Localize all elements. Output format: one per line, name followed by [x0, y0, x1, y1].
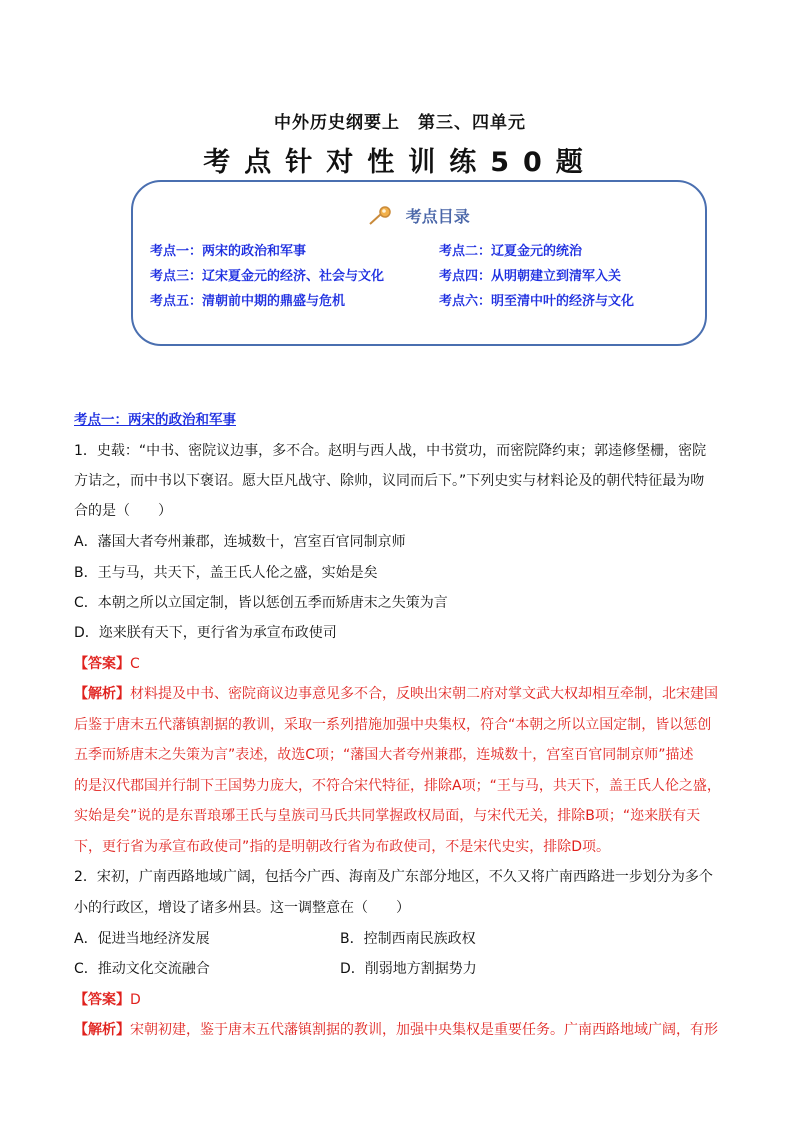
q2-answer	[74, 989, 734, 1009]
q1-stem-line-1: 1．史载：“中书、密院议边事，多不合。赵明与西人战，中书赏功，而密院降约束；郭逵修堡栅，密院	[74, 443, 707, 459]
q1-stem-line-2: 方诘之，而中书以下褒诏。愿大臣凡战守、除帅，议同而后下。”下列史实与材料论及的朝代特征最为吻	[74, 473, 705, 489]
q1-analysis-line-5: 实始是矣”说的是东晋琅琊王氏与皇族司马氏共同掌握政权局面，与宋代无关，排除B项；“迩来朕有天	[74, 808, 701, 824]
q1-answer-label: 【答案】	[74, 656, 130, 672]
q1-option-b: B．王与马，共天下，盖王氏人伦之盛，实始是矣	[74, 565, 378, 581]
q2-option-c: C．推动文化交流融合	[74, 961, 210, 977]
q2-option-b: B．控制西南民族政权	[340, 931, 476, 947]
q1-option-a: A．藩国大者夸州兼郡，连城数十，宫室百官同制京师	[74, 534, 406, 550]
q1-analysis-line-3: 五季而矫唐末之失策为言”表述，故选C项；“藩国大者夸州兼郡，连城数十，宫室百官同制京师”描述	[74, 747, 694, 763]
q2-answer-label: 【答案】	[74, 992, 130, 1008]
toc-item-5[interactable]: 考点五：清朝前中期的鼎盛与危机	[150, 294, 346, 309]
q2-answer-value: D	[130, 992, 141, 1008]
q2-analysis-label: 【解析】	[74, 1022, 130, 1038]
magnifier-icon	[368, 206, 394, 226]
toc-item-2[interactable]: 考点二：辽夏金元的统治	[439, 244, 583, 259]
toc-item-4[interactable]: 考点四：从明朝建立到清军入关	[439, 269, 622, 284]
q1-stem-line-3: 合的是（ ）	[74, 503, 172, 519]
q2-option-a: A．促进当地经济发展	[74, 931, 210, 947]
toc-item-6[interactable]: 考点六：明至清中叶的经济与文化	[439, 294, 635, 309]
q2-option-d: D．削弱地方割据势力	[340, 961, 477, 977]
q1-analysis-text-1: 材料提及中书、密院商议边事意见多不合，反映出宋朝二府对掌文武大权却相互牵制，北宋建国	[130, 686, 718, 702]
toc-box	[131, 180, 707, 346]
q2-analysis-text-1: 宋朝初建，鉴于唐末五代藩镇割据的教训，加强中央集权是重要任务。广南西路地域广阔，有形	[130, 1022, 718, 1038]
document-subtitle: 中外历史纲要上 第三、四单元	[274, 113, 526, 133]
q1-analysis-line-4: 的是汉代郡国并行制下王国势力庞大，不符合宋代特征，排除A项；“王与马，共天下，盖王氏人伦之盛，	[74, 778, 721, 794]
q1-analysis-line-1	[74, 683, 734, 703]
q1-analysis-line-2: 后鉴于唐末五代藩镇割据的教训，采取一系列措施加强中央集权，符合“本朝之所以立国定制，皆以惩创	[74, 717, 712, 733]
q1-option-c: C．本朝之所以立国定制，皆以惩创五季而矫唐末之失策为言	[74, 595, 448, 611]
toc-heading	[133, 204, 705, 227]
toc-item-3[interactable]: 考点三：辽宋夏金元的经济、社会与文化	[150, 269, 385, 284]
q2-stem-line-1: 2．宋初，广南西路地域广阔，包括今广西、海南及广东部分地区，不久又将广南西路进一步划分为多个	[74, 869, 713, 885]
toc-item-1[interactable]: 考点一：两宋的政治和军事	[150, 244, 307, 259]
q1-analysis-line-6: 下，更行省为承宣布政使司”指的是明朝改行省为布政使司，不是宋代史实，排除D项。	[74, 839, 611, 855]
q2-analysis-line-1	[74, 1019, 734, 1039]
q1-option-d: D．迩来朕有天下，更行省为承宣布政使司	[74, 625, 337, 641]
q2-stem-line-2: 小的行政区，增设了诸多州县。这一调整意在（ ）	[74, 900, 410, 916]
q1-answer	[74, 653, 734, 673]
section-title-1[interactable]: 考点一：两宋的政治和军事	[74, 412, 236, 428]
q1-analysis-label: 【解析】	[74, 686, 130, 702]
q1-answer-value: C	[130, 656, 140, 672]
document-title: 考点针对性训练50题	[203, 147, 597, 178]
toc-heading-label: 考点目录	[405, 207, 470, 226]
